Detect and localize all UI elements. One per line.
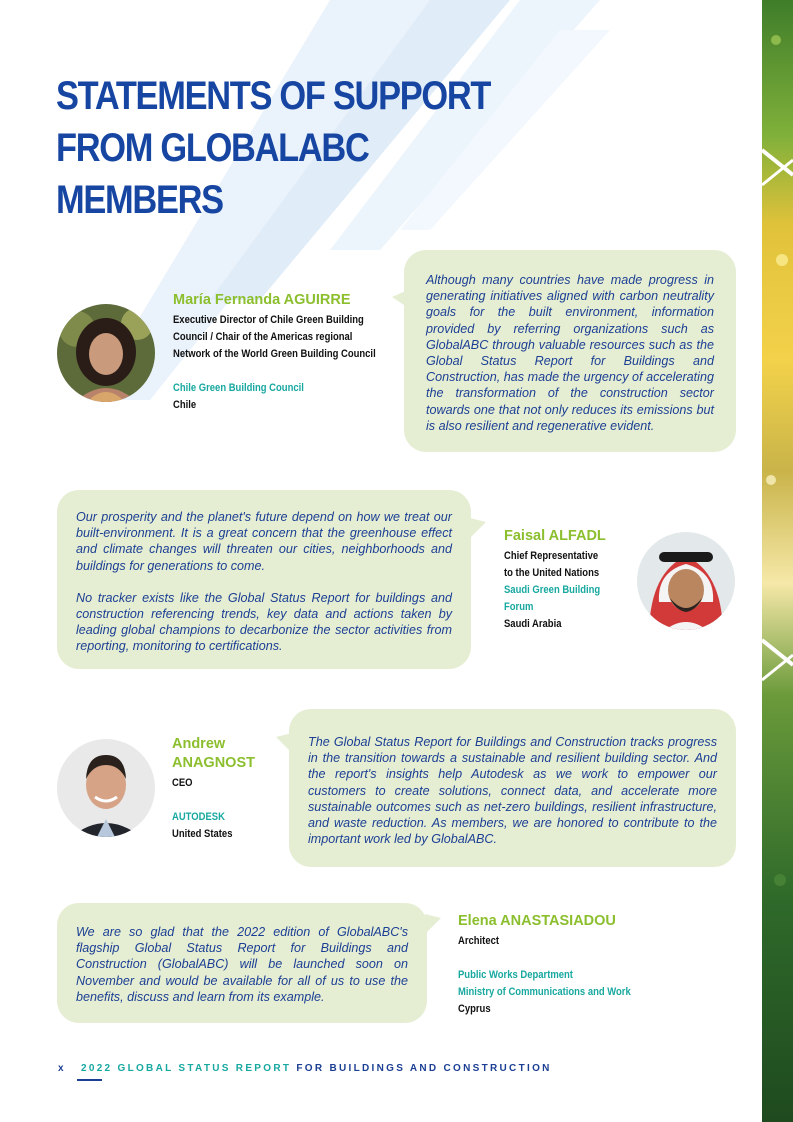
quote-text: The Global Status Report for Buildings and Construction tracks progress in the transition towards a sustainable and resilient building sector. And the report's insights help Autodesk as we work to empower our customers to create solutions, connect data, and accelerate more sustainable outcomes such as net-zero buildings, resilient infrastructure, and waste reduction. As members, we are honored to contribute to the important work led by GlobalABC.: [308, 735, 717, 847]
person-organization-line-2: Ministry of Communications and Work: [458, 986, 631, 998]
avatar-andrew-anagnost: [57, 739, 155, 837]
side-photo-strip: [762, 0, 793, 1122]
person-organization-line-1: Saudi Green Building: [504, 584, 601, 596]
person-country: United States: [172, 828, 233, 840]
person-name: María Fernanda AGUIRRE: [173, 292, 351, 308]
quote-paragraph-1: Our prosperity and the planet's future depend on how we treat our built-environment. It is a great concern that the greenhouse effect and climate changes will threaten our cities, neighborhoods and buildings for generations to come.: [76, 510, 452, 573]
person-name-line-1: Andrew: [172, 736, 226, 752]
person-role: Architect: [458, 935, 500, 947]
page-footer: [58, 1063, 552, 1074]
bubble-pointer: [425, 914, 441, 936]
avatar-faisal-alfadl: [637, 532, 735, 630]
person-role: CEO: [172, 777, 193, 789]
footer-report-name: 2022 GLOBAL STATUS REPORT: [80, 1063, 292, 1074]
footer-report-subtitle: FOR BUILDINGS AND CONSTRUCTION: [296, 1063, 552, 1074]
quote-text: We are so glad that the 2022 edition of GlobalABC's flagship Global Status Report for Buildings and Construction (GlobalABC) will be launched soon on November and would be available for all of us to use the benefits, discuss and learn from its example.: [76, 925, 408, 1004]
quote-bubble-anastasiadou: [57, 903, 427, 1023]
person-maria-aguirre: [173, 291, 388, 414]
quote-bubble-alfadl: [57, 490, 471, 669]
person-country: Cyprus: [458, 1003, 491, 1015]
person-name: Elena ANASTASIADOU: [458, 913, 616, 929]
quote-bubble-anagnost: [289, 709, 736, 867]
person-role-line-1: Chief Representative: [504, 550, 599, 562]
person-organization: AUTODESK: [172, 811, 225, 823]
person-organization-line-2: Forum: [504, 601, 534, 613]
avatar-maria-aguirre: [57, 304, 155, 402]
person-role: Executive Director of Chile Green Building Council / Chair of the Americas regional Network of the World Green Building Council: [173, 314, 376, 360]
person-name-line-2: ANAGNOST: [172, 755, 255, 771]
quote-bubble-aguirre: [404, 250, 736, 452]
page-title-line-1: STATEMENTS OF SUPPORT: [56, 74, 491, 118]
person-organization: Chile Green Building Council: [173, 382, 304, 394]
quote-paragraph-2: No tracker exists like the Global Status Report for buildings and construction referencing trends, key data and actions taken by leading global champions to decarbonize the sector activities from reporting, monitoring to certifications.: [76, 590, 452, 654]
person-country: Chile: [173, 399, 197, 411]
quote-text: Although many countries have made progress in generating initiatives aligned with carbon neutrality goals for the built environment, information provided by referring organizations such as GlobalABC through valuable resources such as the Global Status Report for Buildings and Construction, has made the urgency of accelerating the transformation of the construction sector towards one that not only reduces its emissions but is also resilient and regenerative evident.: [426, 273, 714, 433]
page-title: [56, 70, 503, 226]
person-andrew-anagnost: [172, 735, 282, 843]
footer-underline: [77, 1079, 102, 1081]
person-country: Saudi Arabia: [504, 618, 562, 630]
person-faisal-alfadl: [504, 527, 634, 633]
page-title-line-2: FROM GLOBALABC MEMBERS: [56, 126, 369, 222]
person-elena-anastasiadou: [458, 912, 718, 1018]
person-name: Faisal ALFADL: [504, 528, 606, 544]
person-organization-line-1: Public Works Department: [458, 969, 573, 981]
person-role-line-2: to the United Nations: [504, 567, 600, 579]
page-number: x: [58, 1063, 66, 1074]
bubble-pointer: [470, 518, 486, 540]
